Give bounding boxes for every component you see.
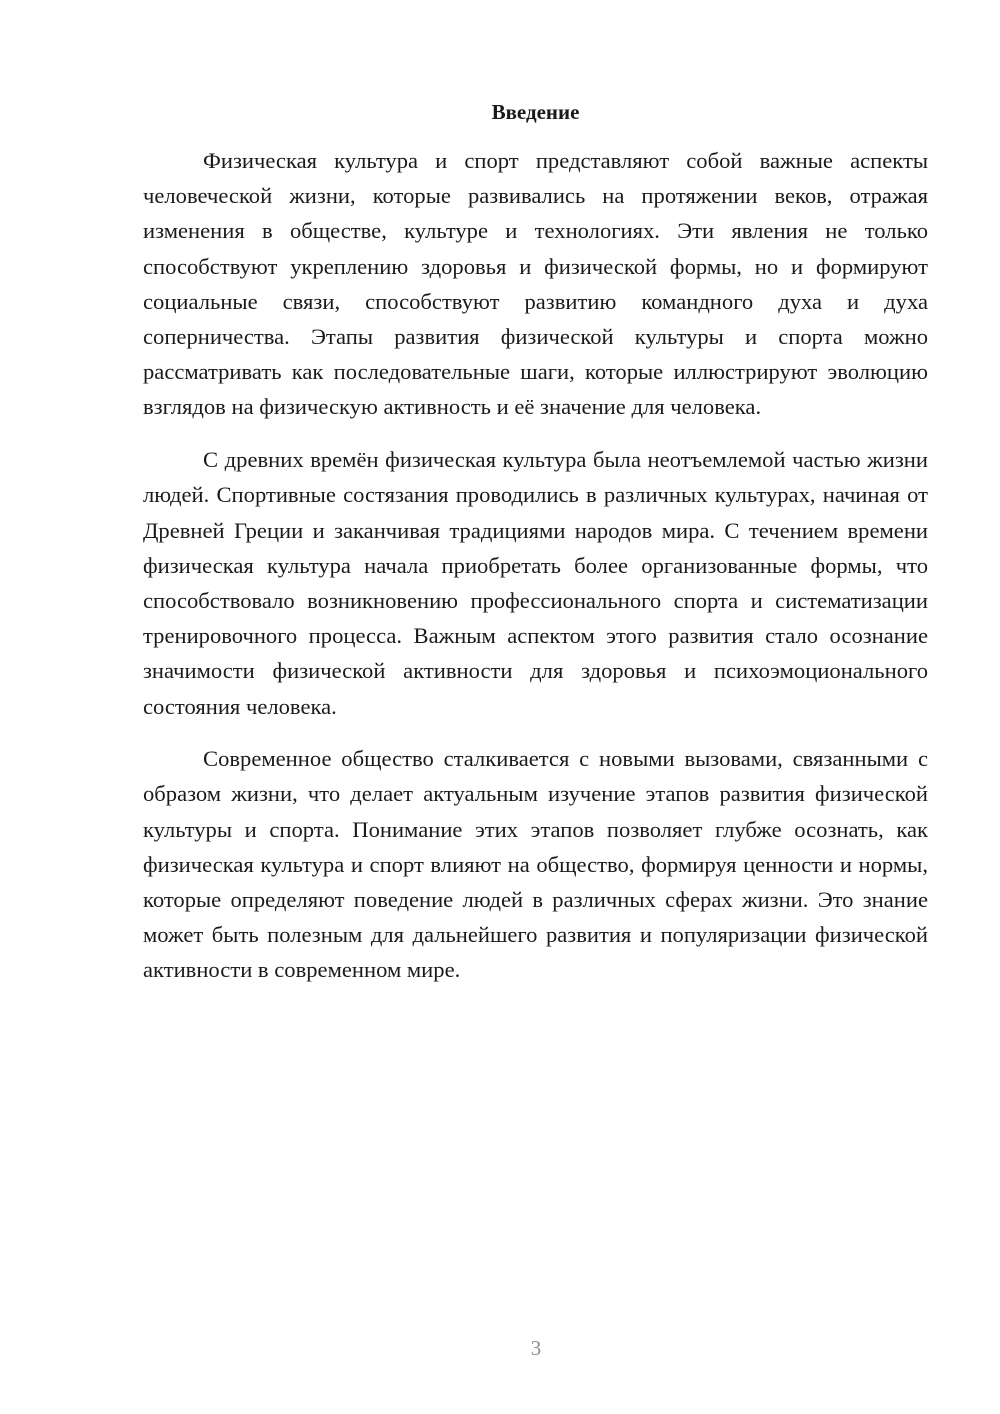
body-text bbox=[143, 143, 928, 1005]
paragraph-2: С древних времён физическая культура была неотъемлемой частью жизни людей. Спортивные состязания проводились в различных культурах, начиная от Древней Греции и заканчивая традициями народов мира. С течением времени физическая культура начала приобретать более организованные формы, что способствовало возникновению профессионального спорта и систематизации тренировочного процесса. Важным аспектом этого развития стало осознание значимости физической активности для здоровья и психоэмоционального состояния человека. bbox=[143, 447, 928, 719]
paragraph-3: Современное общество сталкивается с новыми вызовами, связанными с образом жизни, что делает актуальным изучение этапов развития физической культуры и спорта. Понимание этих этапов позволяет глубже осознать, как физическая культура и спорт влияют на общество, формируя ценности и нормы, которые определяют поведение людей в различных сферах жизни. Это знание может быть полезным для дальнейшего развития и популяризации физической активности в современном мире. bbox=[143, 746, 928, 983]
paragraph-1: Физическая культура и спорт представляют собой важные аспекты человеческой жизни, которые развивались на протяжении веков, отражая изменения в обществе, культуре и технологиях. Эти явления не только способствуют укреплению здоровья и физической формы, но и формируют социальные связи, способствуют развитию командного духа и духа соперничества. Этапы развития физической культуры и спорта можно рассматривать как последовательные шаги, которые иллюстрируют эволюцию взглядов на физическую активность и её значение для человека. bbox=[143, 148, 928, 420]
section-title: Введение bbox=[491, 100, 580, 124]
page-number: 3 bbox=[530, 1336, 542, 1360]
